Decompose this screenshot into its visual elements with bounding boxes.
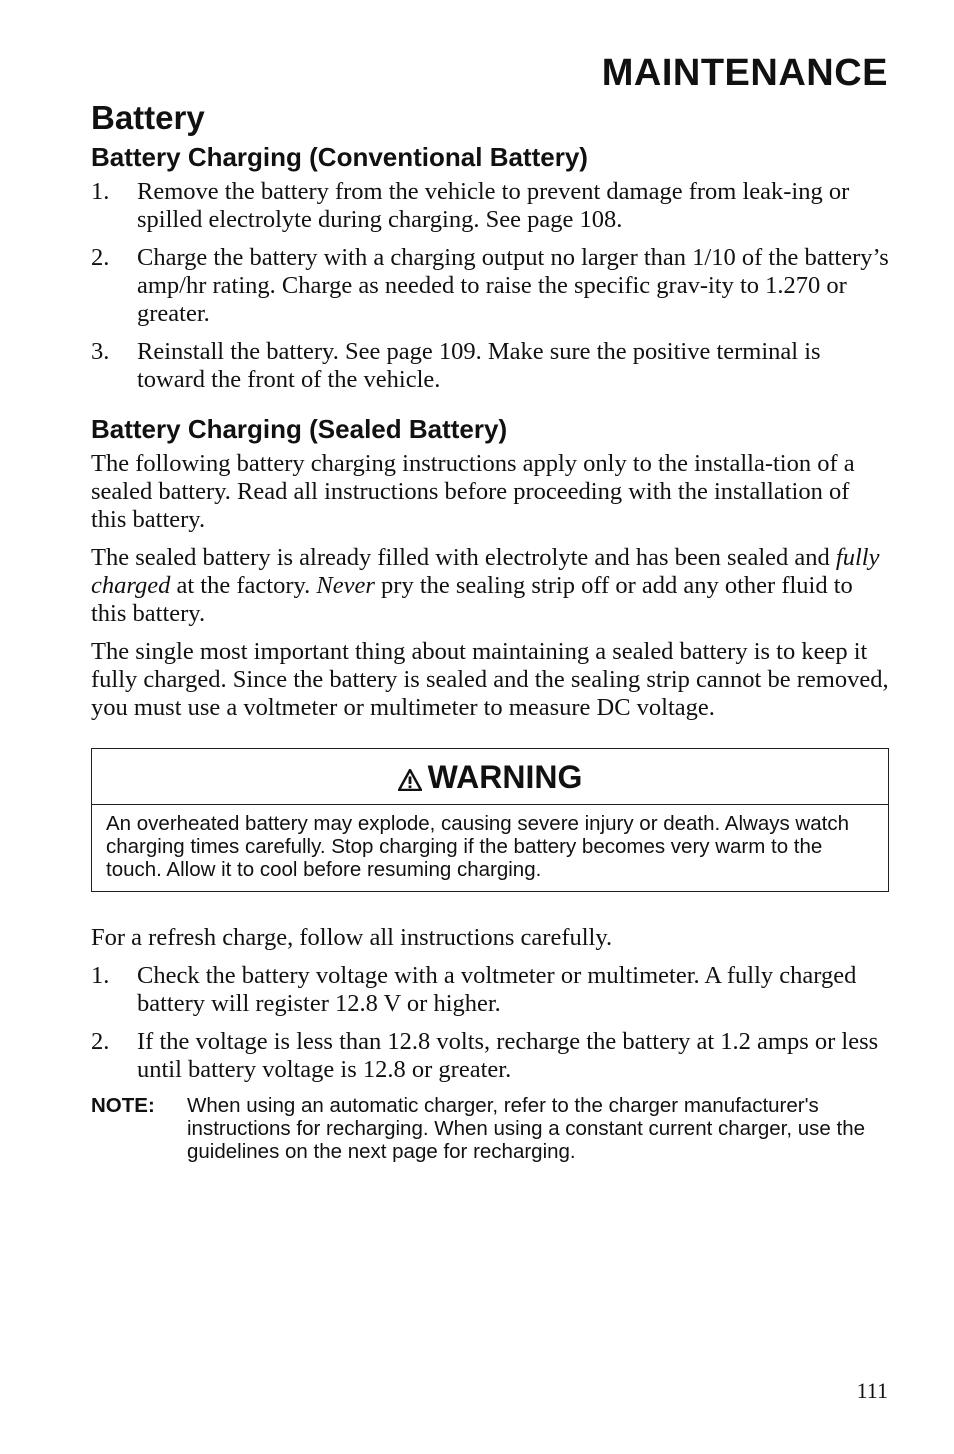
chapter-title: MAINTENANCE: [601, 52, 888, 94]
sealed-heading: Battery Charging (Sealed Battery): [91, 414, 508, 444]
refresh-steps: [91, 962, 889, 1084]
step-number: 2.: [91, 244, 110, 271]
step-text: Remove the battery from the vehicle to prevent damage from leak-ing or spilled electrolyte during charging. See page 108.: [137, 178, 850, 233]
step-number: 2.: [91, 1028, 110, 1055]
emphasis-fully-charged: fully charged: [91, 544, 880, 599]
note-text: When using an automatic charger, refer to the charger manufacturer's instructions for recharging. When using a constant current charger, use the guidelines on the next page for recharging.: [187, 1094, 866, 1163]
step-text: If the voltage is less than 12.8 volts, recharge the battery at 1.2 amps or less until battery voltage is 12.8 or greater.: [137, 1028, 879, 1083]
sealed-paragraph-2: [91, 544, 889, 628]
step-number: 3.: [91, 338, 110, 365]
list-item: [91, 962, 889, 1018]
text-run: at the factory.: [170, 572, 317, 599]
list-item: [91, 338, 889, 394]
warning-box: [91, 748, 889, 892]
conventional-steps: [91, 178, 889, 394]
warning-triangle-icon: [398, 769, 422, 791]
text-run: The sealed battery is already filled with electrolyte and has been sealed and: [91, 544, 836, 571]
section-title: Battery: [91, 99, 205, 136]
step-text: Check the battery voltage with a voltmeter or multimeter. A fully charged battery will register 12.8 V or higher.: [137, 962, 857, 1017]
note-label: NOTE:: [91, 1094, 155, 1117]
conventional-heading: Battery Charging (Conventional Battery): [91, 142, 588, 172]
step-number: 1.: [91, 178, 110, 205]
note: [91, 1094, 889, 1163]
refresh-intro: For a refresh charge, follow all instructions carefully.: [91, 924, 613, 951]
emphasis-never: Never: [316, 572, 375, 599]
text-run: pry the sealing strip off or add any other fluid to this battery.: [91, 572, 853, 627]
list-item: [91, 178, 889, 234]
sealed-paragraph-1: The following battery charging instructions apply only to the installa-tion of a sealed battery. Read all instructions before proceeding with the installation of this battery.: [91, 450, 855, 533]
page-number: 111: [856, 1378, 888, 1403]
page-content: [91, 96, 889, 1163]
sealed-paragraph-3: The single most important thing about maintaining a sealed battery is to keep it fully charged. Since the battery is sealed and the sealing strip cannot be removed, you must use a voltmeter or multimeter to measure DC voltage.: [91, 638, 889, 721]
warning-text: An overheated battery may explode, causing severe injury or death. Always watch charging times carefully. Stop charging if the battery becomes very warm to the touch. Allow it to cool before resuming charging.: [106, 812, 849, 881]
step-text: Charge the battery with a charging output no larger than 1/10 of the battery’s amp/hr rating. Charge as needed to raise the specific grav-ity to 1.270 or greater.: [137, 244, 889, 327]
step-number: 1.: [91, 962, 110, 989]
warning-header: [92, 749, 888, 805]
step-text: Reinstall the battery. See page 109. Make sure the positive terminal is toward the front of the vehicle.: [137, 338, 821, 393]
warning-title: WARNING: [427, 759, 583, 795]
list-item: [91, 244, 889, 328]
list-item: [91, 1028, 889, 1084]
